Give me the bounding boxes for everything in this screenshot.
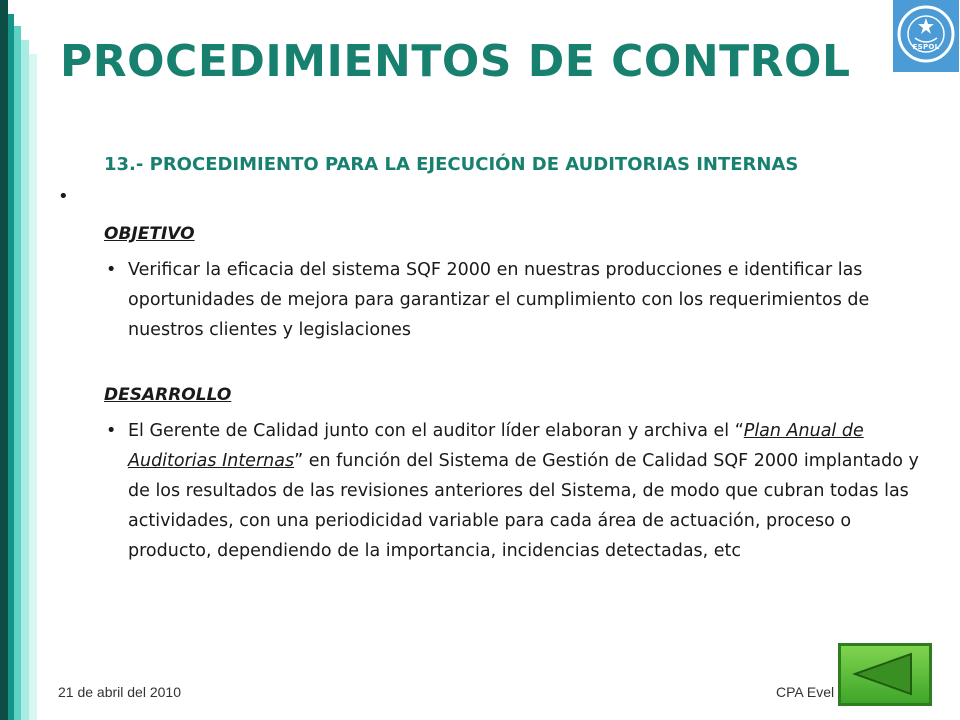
back-nav-button[interactable] [838,643,932,706]
bullet-desarrollo-suffix: ” en función del Sistema de Gestión de Calidad SQF 2000 implantado y de los resultados de las revisiones anteriores del Sistema, de modo que cubran todas las actividades, con una periodicidad variable para cada área de actuación, proceso o producto, dependiendo de la importancia, incidencias detectadas, etc [128,451,919,561]
triangle-left-icon [841,646,929,703]
bullet-objetivo-text: Verificar la eficacia del sistema SQF 2000 en nuestras producciones e identificar las oportunidades de mejora para garantizar el cumplimiento con los requerimientos de nuestros clientes y legislaciones [128,260,870,340]
decor-bar-4 [21,40,29,720]
bullet-desarrollo [106,416,926,566]
decor-bar-3 [14,26,21,720]
bullet-dot: • [106,260,117,280]
bullet-objetivo [106,255,926,345]
slide-title: PROCEDIMIENTOS DE CONTROL [60,36,851,87]
heading-desarrollo: DESARROLLO [104,385,232,405]
bullet-desarrollo-prefix: El Gerente de Calidad junto con el auditor líder elaboran y archiva el “ [128,421,744,441]
footer-author: CPA Evel [776,684,835,700]
logo-text: ESPOL [912,43,940,51]
footer-date: 21 de abril del 2010 [58,684,181,700]
empty-bullet: • [58,186,69,207]
decor-bar-5 [29,54,37,720]
section-subtitle: 13.- PROCEDIMIENTO PARA LA EJECUCIÓN DE AUDITORIAS INTERNAS [104,154,799,175]
espol-seal-icon [893,0,959,72]
bullet-desarrollo-text [128,416,926,566]
decor-bar-1 [0,0,8,720]
espol-logo [893,0,959,72]
plan-anual-link: Plan Anual de Auditorias Internas [128,421,864,471]
bullet-dot: • [106,421,117,441]
heading-objetivo: OBJETIVO [104,224,195,244]
